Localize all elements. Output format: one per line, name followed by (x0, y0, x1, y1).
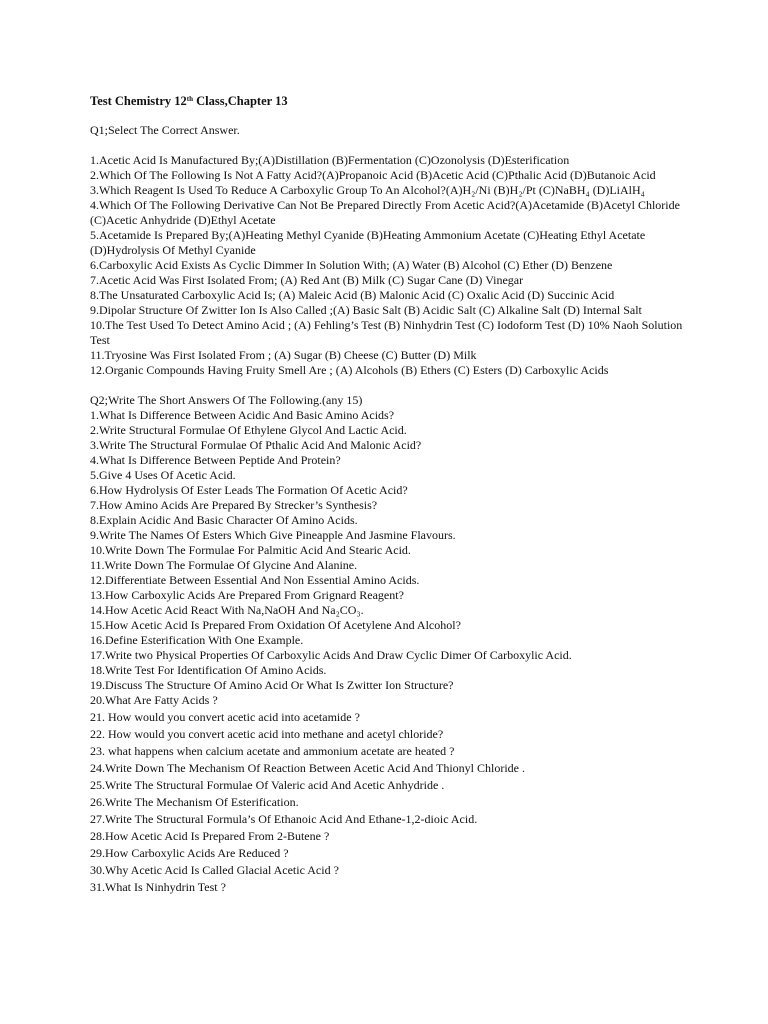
q2-item: 7.How Amino Acids Are Prepared By Strecker’s Synthesis? (90, 498, 378, 512)
q1-item: 7.Acetic Acid Was First Isolated From; (A) Red Ant (B) Milk (C) Sugar Cane (D) Vinegar (90, 273, 524, 287)
q1-heading: Q1;Select The Correct Answer. (90, 123, 240, 137)
q1-item: 11.Tryosine Was First Isolated From ; (A) Sugar (B) Cheese (C) Butter (D) Milk (90, 348, 477, 362)
q1-item: 3.Which Reagent Is Used To Reduce A Carboxylic Group To An Alcohol?(A)H₂/Ni (B)H₂/Pt (C)NaBH₄ (D)LiAlH₄ (90, 183, 645, 197)
q2-item: 21. How would you convert acetic acid into acetamide ? (90, 710, 360, 724)
q2-item: 6.How Hydrolysis Of Ester Leads The Formation Of Acetic Acid? (90, 483, 408, 497)
q1-item: 10.The Test Used To Detect Amino Acid ; (A) Fehling’s Test (B) Ninhydrin Test (C) Iodoform Test (D) 10% Naoh Solution Test (90, 318, 683, 347)
q1-item: 4.Which Of The Following Derivative Can Not Be Prepared Directly From Acetic Acid?(A)Acetamide (B)Acetyl Chloride (C)Acetic Anhydride (D)Ethyl Acetate (90, 198, 680, 227)
q2-item: 12.Differentiate Between Essential And Non Essential Amino Acids. (90, 573, 420, 587)
q2-item: 16.Define Esterification With One Example. (90, 633, 304, 647)
q1-item: 12.Organic Compounds Having Fruity Smell Are ; (A) Alcohols (B) Ethers (C) Esters (D) Carboxylic Acids (90, 363, 609, 377)
document-title (90, 94, 690, 109)
q2-item: 18.Write Test For Identification Of Amino Acids. (90, 663, 327, 677)
q2-item: 13.How Carboxylic Acids Are Prepared From Grignard Reagent? (90, 588, 404, 602)
q2-item: 30.Why Acetic Acid Is Called Glacial Acetic Acid ? (90, 863, 339, 877)
q1-item: 1.Acetic Acid Is Manufactured By;(A)Distillation (B)Fermentation (C)Ozonolysis (D)Esterification (90, 153, 570, 167)
q2-item: 15.How Acetic Acid Is Prepared From Oxidation Of Acetylene And Alcohol? (90, 618, 461, 632)
q1-list (90, 153, 690, 378)
q2-item: 27.Write The Structural Formula’s Of Ethanoic Acid And Ethane-1,2-dioic Acid. (90, 812, 478, 826)
q2-item: 10.Write Down The Formulae For Palmitic Acid And Stearic Acid. (90, 543, 411, 557)
q2-item: 19.Discuss The Structure Of Amino Acid Or What Is Zwitter Ion Structure? (90, 678, 454, 692)
q2-heading: Q2;Write The Short Answers Of The Following.(any 15) (90, 393, 363, 407)
q2-item: 11.Write Down The Formulae Of Glycine And Alanine. (90, 558, 358, 572)
q2-item: 25.Write The Structural Formulae Of Valeric acid And Acetic Anhydride . (90, 778, 445, 792)
title-superscript: th (186, 95, 193, 103)
q2-item: 22. How would you convert acetic acid into methane and acetyl chloride? (90, 727, 444, 741)
q2-item: 1.What Is Difference Between Acidic And Basic Amino Acids? (90, 408, 395, 422)
q2-item: 17.Write two Physical Properties Of Carboxylic Acids And Draw Cyclic Dimer Of Carboxylic Acid. (90, 648, 572, 662)
title-prefix: Test Chemistry 12 (90, 94, 187, 108)
q1-item: 6.Carboxylic Acid Exists As Cyclic Dimmer In Solution With; (A) Water (B) Alcohol (C) Ether (D) Benzene (90, 258, 613, 272)
q2-item: 29.How Carboxylic Acids Are Reduced ? (90, 846, 289, 860)
q1-item: 2.Which Of The Following Is Not A Fatty Acid?(A)Propanoic Acid (B)Acetic Acid (C)Pthalic Acid (D)Butanoic Acid (90, 168, 656, 182)
q2-item: 9.Write The Names Of Esters Which Give Pineapple And Jasmine Flavours. (90, 528, 456, 542)
q2-item: 28.How Acetic Acid Is Prepared From 2-Butene ? (90, 829, 330, 843)
q2-item: 4.What Is Difference Between Peptide And Protein? (90, 453, 341, 467)
title-suffix: Class,Chapter 13 (193, 94, 288, 108)
q2-list (90, 408, 690, 895)
q2-item: 31.What Is Ninhydrin Test ? (90, 880, 226, 894)
q2-item: 8.Explain Acidic And Basic Character Of Amino Acids. (90, 513, 358, 527)
q2-item: 26.Write The Mechanism Of Esterification. (90, 795, 299, 809)
q1-item: 9.Dipolar Structure Of Zwitter Ion Is Also Called ;(A) Basic Salt (B) Acidic Salt (C) Alkaline Salt (D) Internal Salt (90, 303, 642, 317)
q2-item: 23. what happens when calcium acetate and ammonium acetate are heated ? (90, 744, 455, 758)
q2-item: 3.Write The Structural Formulae Of Pthalic Acid And Malonic Acid? (90, 438, 422, 452)
q2-item: 2.Write Structural Formulae Of Ethylene Glycol And Lactic Acid. (90, 423, 407, 437)
q1-item: 8.The Unsaturated Carboxylic Acid Is; (A) Maleic Acid (B) Malonic Acid (C) Oxalic Acid (D) Succinic Acid (90, 288, 615, 302)
q2-item: 24.Write Down The Mechanism Of Reaction Between Acetic Acid And Thionyl Chloride . (90, 761, 525, 775)
q2-item: 5.Give 4 Uses Of Acetic Acid. (90, 468, 236, 482)
q1-item: 5.Acetamide Is Prepared By;(A)Heating Methyl Cyanide (B)Heating Ammonium Acetate (C)Heating Ethyl Acetate (D)Hydrolysis Of Methyl Cyanide (90, 228, 646, 257)
document-page (90, 94, 690, 895)
q2-item: 14.How Acetic Acid React With Na,NaOH And Na₂CO₃. (90, 603, 364, 617)
q2-item: 20.What Are Fatty Acids ? (90, 693, 218, 707)
